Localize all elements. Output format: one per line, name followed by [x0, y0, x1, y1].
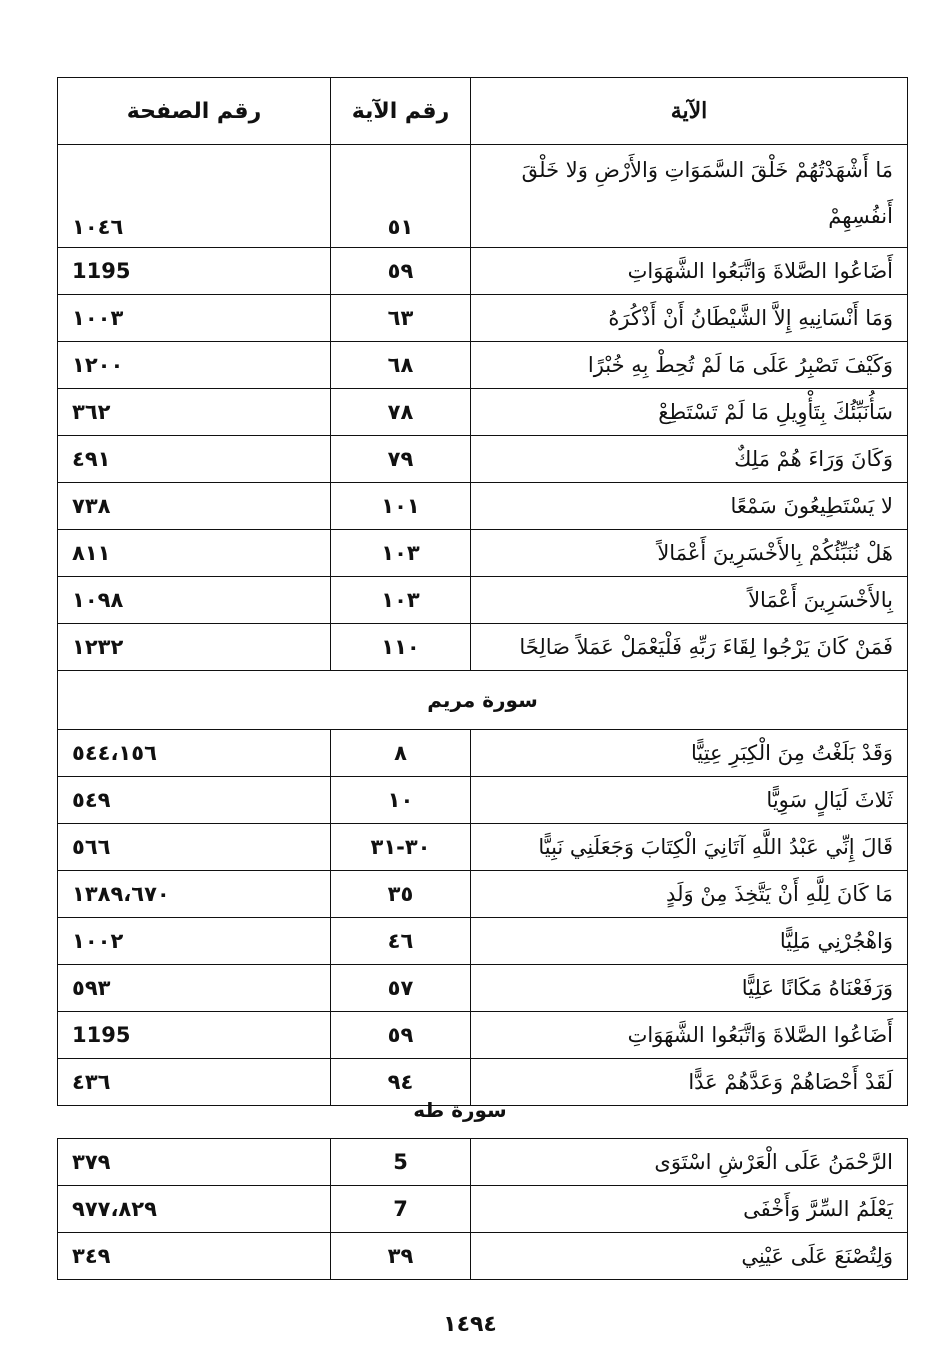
- table-row: [58, 918, 908, 965]
- header-ayah-number: رقم الآية: [331, 78, 471, 145]
- ayah-text: سَأُنَبِّئُكَ بِتَأْوِيلِ مَا لَمْ تَسْتَطِعْ: [471, 389, 908, 436]
- ayah-number: ٩٤: [331, 1059, 471, 1106]
- page-ref: ٧٣٨: [58, 483, 331, 530]
- ayah-number: ١١٠: [331, 624, 471, 671]
- ayah-text: يَعْلَمُ السِّرَّ وَأَخْفَى: [471, 1186, 908, 1233]
- ayah-number: ١٠١: [331, 483, 471, 530]
- ayah-text: وَقَدْ بَلَغْتُ مِنَ الْكِبَرِ عِتِيًّا: [471, 730, 908, 777]
- index-table-taha: [57, 1138, 908, 1280]
- page-ref: ١٣٨٩،٦٧٠: [58, 871, 331, 918]
- ayah-number: 5: [331, 1139, 471, 1186]
- page-ref: 1195: [58, 248, 331, 295]
- table-row: [58, 1186, 908, 1233]
- table-row: [58, 1233, 908, 1280]
- ayah-number: ٥١: [331, 145, 471, 248]
- ayah-number: 7: [331, 1186, 471, 1233]
- table-row: [58, 777, 908, 824]
- header-page-number: رقم الصفحة: [58, 78, 331, 145]
- table-row: [58, 824, 908, 871]
- ayah-text: لَقَدْ أَحْصَاهُمْ وَعَدَّهُمْ عَدًّا: [471, 1059, 908, 1106]
- table-row: [58, 295, 908, 342]
- page-ref: ١٠٤٦: [58, 145, 331, 248]
- ayah-number: ٧٨: [331, 389, 471, 436]
- ayah-text: بِالأَخْسَرِينَ أَعْمَالاً: [471, 577, 908, 624]
- table-row: [58, 342, 908, 389]
- ayah-text: أَضَاعُوا الصَّلاةَ وَاتَّبَعُوا الشَّهَوَاتِ: [471, 248, 908, 295]
- page-ref: ٩٧٧،٨٢٩: [58, 1186, 331, 1233]
- index-table-main: [57, 77, 908, 1106]
- page-ref: ١٢٣٢: [58, 624, 331, 671]
- page-ref: ٨١١: [58, 530, 331, 577]
- table-row: [58, 145, 908, 248]
- table-row: [58, 730, 908, 777]
- table-row: [58, 389, 908, 436]
- table-row: [58, 871, 908, 918]
- page-ref: ١٠٠٣: [58, 295, 331, 342]
- table-row: [58, 530, 908, 577]
- page-ref: ٥٤٤،١٥٦: [58, 730, 331, 777]
- ayah-text: لا يَسْتَطِيعُونَ سَمْعًا: [471, 483, 908, 530]
- table-row: [58, 624, 908, 671]
- page-ref: ٣٧٩: [58, 1139, 331, 1186]
- table-row: [58, 577, 908, 624]
- ayah-text: هَلْ نُنَبِّئُكُمْ بِالأَخْسَرِينَ أَعْمَالاً: [471, 530, 908, 577]
- page-ref: ٥٩٣: [58, 965, 331, 1012]
- page-ref: ٤٩١: [58, 436, 331, 483]
- ayah-text: فَمَنْ كَانَ يَرْجُوا لِقَاءَ رَبِّهِ فَلْيَعْمَلْ عَمَلاً صَالِحًا: [471, 624, 908, 671]
- ayah-number: ١٠٣: [331, 530, 471, 577]
- ayah-number: ١٠٣: [331, 577, 471, 624]
- ayah-text: مَا أَشْهَدْتُهُمْ خَلْقَ السَّمَوَاتِ وَالأَرْضِ وَلا خَلْقَ أَنفُسِهِمْ: [471, 145, 908, 248]
- ayah-number: ٨: [331, 730, 471, 777]
- ayah-text: أَضَاعُوا الصَّلاةَ وَاتَّبَعُوا الشَّهَوَاتِ: [471, 1012, 908, 1059]
- ayah-text: وَكَيْفَ تَصْبِرُ عَلَى مَا لَمْ تُحِطْ بِهِ خُبْرًا: [471, 342, 908, 389]
- ayah-text: الرَّحْمَنُ عَلَى الْعَرْشِ اسْتَوَى: [471, 1139, 908, 1186]
- ayah-number: ٣٥: [331, 871, 471, 918]
- ayah-text: مَا كَانَ لِلَّهِ أَنْ يَتَّخِذَ مِنْ وَلَدٍ: [471, 871, 908, 918]
- page-ref: ٣٦٢: [58, 389, 331, 436]
- page-ref: ١٠٠٢: [58, 918, 331, 965]
- table-row: [58, 1012, 908, 1059]
- ayah-number: ٥٩: [331, 248, 471, 295]
- page-ref: ٤٣٦: [58, 1059, 331, 1106]
- surah-title-taha: سورة طه: [413, 1098, 507, 1122]
- ayah-number: ٦٨: [331, 342, 471, 389]
- page-ref: ١٢٠٠: [58, 342, 331, 389]
- page-ref: ٥٦٦: [58, 824, 331, 871]
- header-row: [58, 78, 908, 145]
- page-number: ١٤٩٤: [443, 1312, 497, 1337]
- ayah-text: وَكَانَ وَرَاءَ هُمْ مَلِكٌ: [471, 436, 908, 483]
- page-ref: ٥٤٩: [58, 777, 331, 824]
- header-ayah: الآية: [471, 78, 908, 145]
- ayah-number: ٣٩: [331, 1233, 471, 1280]
- page-ref: ١٠٩٨: [58, 577, 331, 624]
- ayah-number: ١٠: [331, 777, 471, 824]
- ayah-number: ٤٦: [331, 918, 471, 965]
- ayah-text: وَرَفَعْنَاهُ مَكَانًا عَلِيًّا: [471, 965, 908, 1012]
- ayah-number: ٥٧: [331, 965, 471, 1012]
- page-ref: ٣٤٩: [58, 1233, 331, 1280]
- ayah-text: وَمَا أَنْسَانِيهِ إِلاَّ الشَّيْطَانُ أَنْ أَذْكُرَهُ: [471, 295, 908, 342]
- page-ref: 1195: [58, 1012, 331, 1059]
- ayah-number: ٥٩: [331, 1012, 471, 1059]
- ayah-number: ٦٣: [331, 295, 471, 342]
- table-row: [58, 1139, 908, 1186]
- table-row: [58, 483, 908, 530]
- table-row: [58, 965, 908, 1012]
- ayah-text: وَاهْجُرْنِي مَلِيًّا: [471, 918, 908, 965]
- ayah-number: ٧٩: [331, 436, 471, 483]
- ayah-text: ثَلاثَ لَيَالٍ سَوِيًّا: [471, 777, 908, 824]
- surah-title-maryam: سورة مريم: [58, 671, 908, 730]
- ayah-number: ٣٠-٣١: [331, 824, 471, 871]
- surah-heading-row: [58, 671, 908, 730]
- table-row: [58, 436, 908, 483]
- ayah-text: قَالَ إِنِّي عَبْدُ اللَّهِ آتَانِيَ الْكِتَابَ وَجَعَلَنِي نَبِيًّا: [471, 824, 908, 871]
- ayah-text: وَلِتُصْنَعَ عَلَى عَيْنِي: [471, 1233, 908, 1280]
- table-row: [58, 248, 908, 295]
